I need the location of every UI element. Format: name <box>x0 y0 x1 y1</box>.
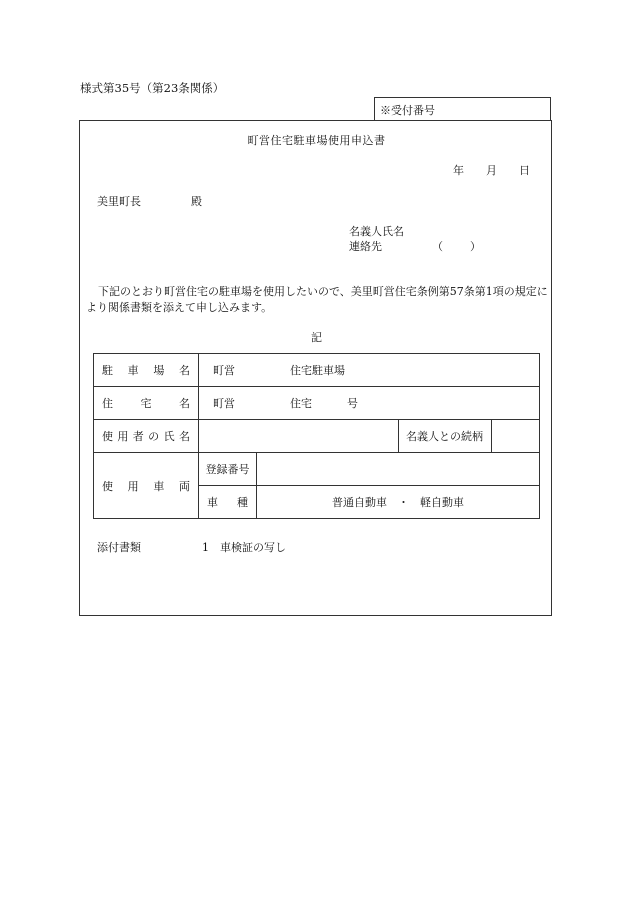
housing-mid: 住宅 <box>290 397 312 410</box>
application-details-table <box>93 353 540 519</box>
label-char: 場 <box>153 364 165 377</box>
attachments-label: 添付書類 <box>97 541 141 554</box>
label-char: 者 <box>132 430 144 443</box>
addressee: 美里町長 <box>97 195 141 208</box>
table-row <box>94 420 540 453</box>
user-name-field[interactable] <box>199 420 399 453</box>
attachments-value: 1 車検証の写し <box>202 541 286 554</box>
label-char: 宅 <box>140 397 152 410</box>
date-line: 年 月 日 <box>453 164 530 177</box>
label-char: 種 <box>237 496 248 509</box>
table-row <box>94 453 540 486</box>
honorific: 殿 <box>191 195 202 208</box>
label-char: 両 <box>178 479 190 493</box>
note-heading: 記 <box>311 331 322 344</box>
housing-prefix: 町営 <box>213 397 235 410</box>
parking-suffix: 住宅駐車場 <box>290 364 345 377</box>
contact-paren-close: ） <box>470 240 481 253</box>
registration-field[interactable] <box>257 453 540 486</box>
application-form <box>79 120 552 616</box>
label-char: 住 <box>102 397 113 410</box>
vehicle-label <box>94 453 199 519</box>
label-char: 名 <box>178 364 190 377</box>
form-title: 町営住宅駐車場使用申込書 <box>247 134 386 147</box>
registration-label: 登録番号 <box>199 453 257 486</box>
label-char: 使 <box>102 430 113 443</box>
relation-cell <box>398 420 540 453</box>
user-name-label <box>94 420 199 453</box>
parking-name-label <box>94 354 199 387</box>
label-char: 名 <box>178 430 190 443</box>
label-char: 名 <box>179 397 190 410</box>
label-char: 使 <box>102 479 113 493</box>
applicant-name-label: 名義人氏名 <box>349 225 404 238</box>
label-char: 車 <box>127 364 139 377</box>
contact-paren-open: （ <box>432 240 443 253</box>
housing-name-value[interactable] <box>199 387 540 420</box>
parking-name-value[interactable] <box>199 354 540 387</box>
receipt-number-box <box>374 97 551 120</box>
relation-field[interactable] <box>492 420 540 452</box>
form-number: 様式第35号（第23条関係） <box>80 81 225 95</box>
relation-label: 名義人との続柄 <box>399 420 492 452</box>
label-char: 車 <box>153 479 165 493</box>
applicant-contact-label: 連絡先 <box>349 240 382 253</box>
application-statement: 下記のとおり町営住宅の駐車場を使用したいので、美里町営住宅条例第57条第1項の規定により関係書類を添えて申し込みます。 <box>86 285 548 314</box>
receipt-number-label: ※受付番号 <box>380 104 435 117</box>
label-char: 用 <box>117 430 129 443</box>
label-char: 車 <box>207 496 218 509</box>
label-char: 用 <box>127 479 139 493</box>
label-char: の <box>148 430 160 443</box>
label-char: 氏 <box>163 430 175 443</box>
parking-prefix: 町営 <box>213 364 235 377</box>
table-row <box>94 354 540 387</box>
housing-name-label <box>94 387 199 420</box>
table-row <box>94 387 540 420</box>
housing-suffix: 号 <box>347 397 358 410</box>
label-char: 駐 <box>102 364 113 377</box>
vehicle-type-options[interactable]: 普通自動車 ・ 軽自動車 <box>257 486 540 519</box>
vehicle-type-label <box>199 486 257 519</box>
